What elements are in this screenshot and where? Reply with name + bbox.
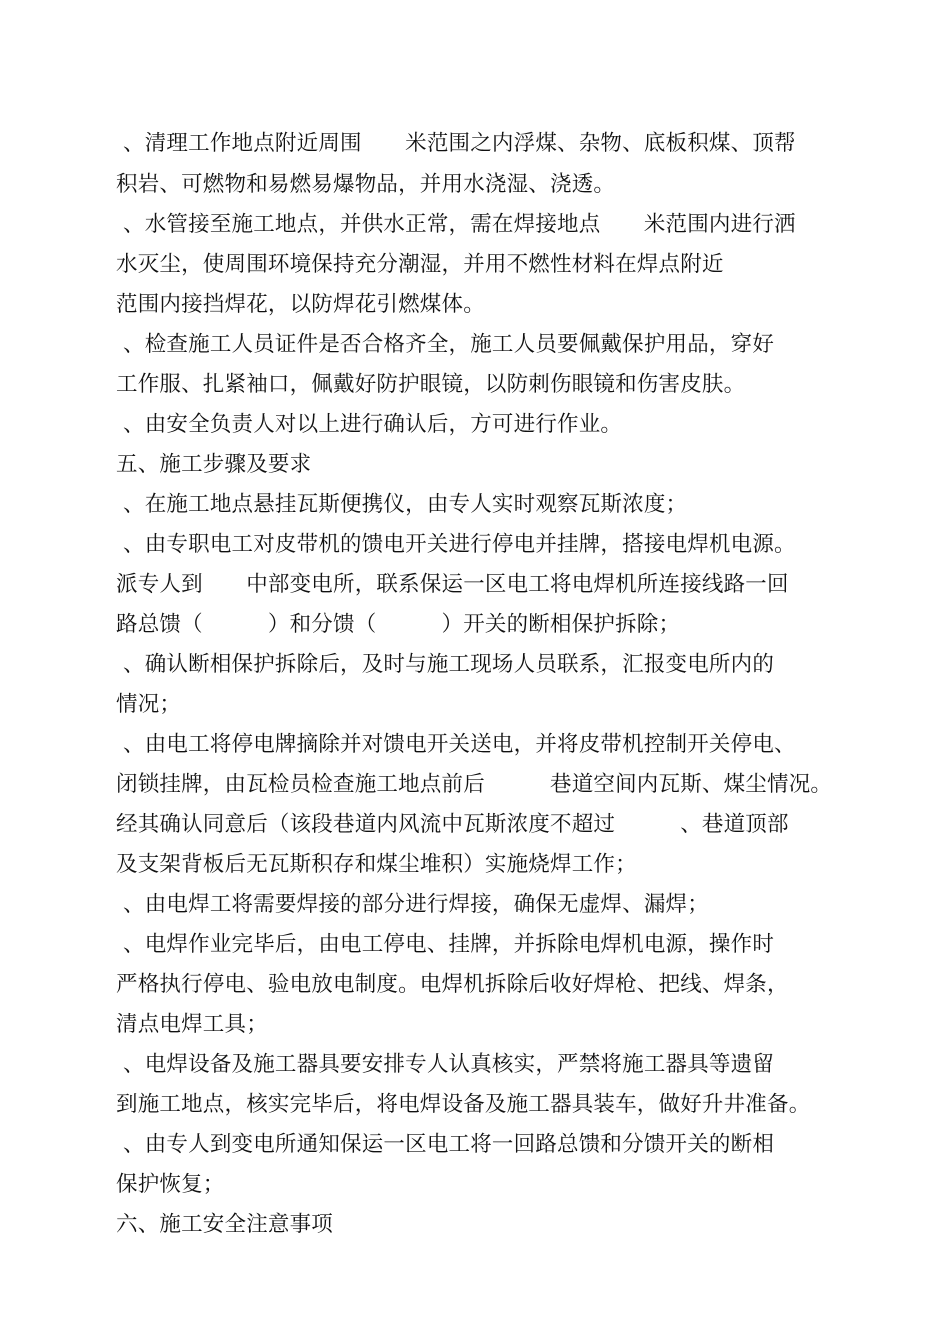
text-line: 、确认断相保护拆除后，及时与施工现场人员联系，汇报变电所内的 — [116, 652, 775, 677]
text-line: 、电焊设备及施工器具要安排专人认真核实，严禁将施工器具等遗留 — [116, 1052, 775, 1077]
text-line: 到施工地点，核实完毕后，将电焊设备及施工器具装车，做好升井准备。 — [116, 1092, 811, 1117]
text-line: 、由专人到变电所通知保运一区电工将一回路总馈和分馈开关的断相 — [116, 1132, 775, 1157]
text-line: 清点电焊工具； — [116, 1012, 268, 1037]
text-line: 、由专职电工对皮带机的馈电开关进行停电并挂牌，搭接电焊机电源。 — [116, 532, 796, 557]
text-line: 积岩、可燃物和易燃易爆物品，并用水浇湿、浇透。 — [116, 172, 616, 197]
text-line: 经其确认同意后（该段巷道内风流中瓦斯浓度不超过 、巷道顶部 — [116, 812, 789, 837]
text-line: 、电焊作业完毕后，由电工停电、挂牌，并拆除电焊机电源，操作时 — [116, 932, 775, 957]
text-line: 、由电焊工将需要焊接的部分进行焊接，确保无虚焊、漏焊； — [116, 892, 709, 917]
text-line: 水灭尘，使周围环境保持充分潮湿，并用不燃性材料在焊点附近 — [116, 252, 724, 277]
section-heading: 五、施工步骤及要求 — [116, 452, 312, 477]
text-line: 、水管接至施工地点，并供水正常，需在焊接地点 米范围内进行洒 — [116, 212, 796, 237]
text-line: 、由安全负责人对以上进行确认后，方可进行作业。 — [116, 412, 623, 437]
text-line: 、由电工将停电牌摘除并对馈电开关送电，并将皮带机控制开关停电、 — [116, 732, 796, 757]
text-line: 路总馈（ ）和分馈（ ）开关的断相保护拆除； — [116, 612, 681, 637]
text-line: 、检查施工人员证件是否合格齐全，施工人员要佩戴保护用品，穿好 — [116, 332, 775, 357]
text-line: 保护恢复； — [116, 1172, 225, 1197]
text-line: 严格执行停电、验电放电制度。电焊机拆除后收好焊枪、把线、焊条， — [116, 972, 789, 997]
text-line: 闭锁挂牌，由瓦检员检查施工地点前后 巷道空间内瓦斯、煤尘情况。 — [116, 772, 833, 797]
text-line: 、清理工作地点附近周围 米范围之内浮煤、杂物、底板积煤、顶帮 — [116, 131, 796, 156]
text-line: 派专人到 中部变电所，联系保运一区电工将电焊机所连接线路一回 — [116, 572, 789, 597]
text-line: 、在施工地点悬挂瓦斯便携仪，由专人实时观察瓦斯浓度； — [116, 492, 688, 517]
text-line: 及支架背板后无瓦斯积存和煤尘堆积）实施烧焊工作； — [116, 852, 637, 877]
text-line: 范围内接挡焊花，以防焊花引燃煤体。 — [116, 292, 485, 317]
text-line: 情况； — [116, 692, 182, 717]
section-heading: 六、施工安全注意事项 — [116, 1212, 334, 1237]
text-line: 工作服、扎紧袖口，佩戴好防护眼镜，以防刺伤眼镜和伤害皮肤。 — [116, 372, 746, 397]
